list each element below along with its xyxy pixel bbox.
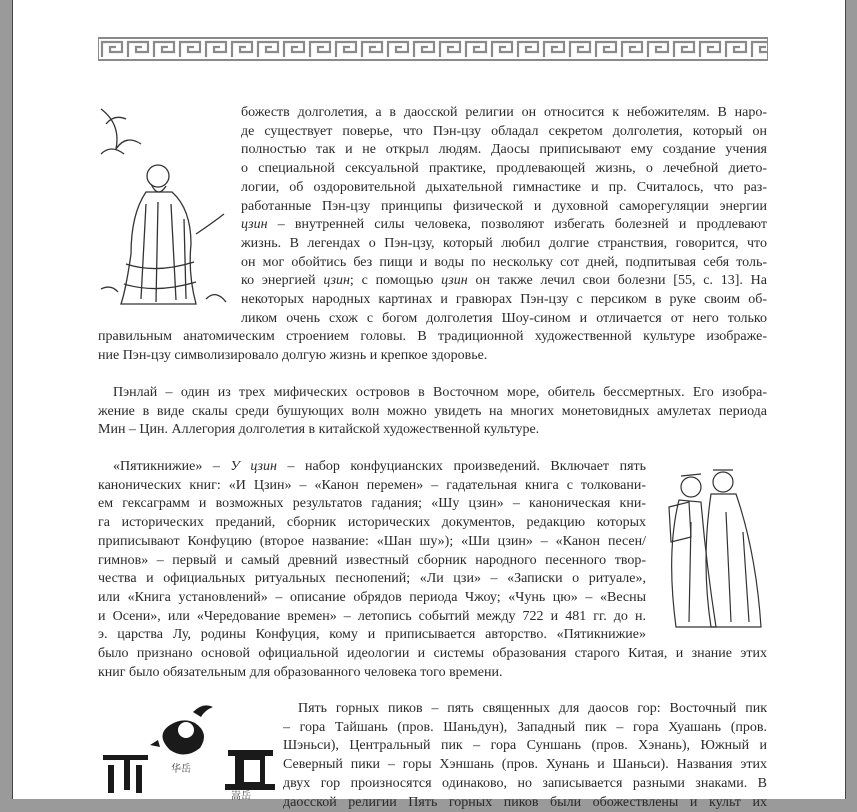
text-line: некоторых народных картинах и гравюрах Пэн-цзу с персиком в руке своим об- <box>241 292 767 307</box>
text-run: он также лечил свои болезни [55, с. 13]. На <box>467 273 767 289</box>
text-line: было признано основой официальной идеологии и системы образования старого Китая, и знание этих <box>98 646 767 661</box>
sacred-peaks-seals-illustration <box>98 700 283 799</box>
text-line: правильным анатомическим строением головы. В традиционной художественной культуре изображе- <box>98 329 767 345</box>
text-line: божеств долголетия, а в даосской религии он относится к небожителям. В наро- <box>241 105 767 120</box>
meander-border-ornament <box>98 37 768 61</box>
text-run: – набор конфуцианских произведений. Включает пять <box>276 459 646 474</box>
text-run: «Пятикнижие» – <box>113 459 231 474</box>
text-line: ликом очень схож с богом долголетия Шоу-сином и отличается от него только <box>241 310 767 326</box>
seal-caption-huayue: 华岳 <box>171 764 191 775</box>
text-line: или «Книга установлений» – описание обрядов периода Чжоу; «Чунь цю» – «Весны <box>98 589 646 605</box>
text-line: полностью так и не открыл людям. Даосы приписывают ему создание учения <box>241 142 767 158</box>
text-line: логии, об оздоровительной дыхательной гимнастике и пр. Считалось, что раз- <box>241 179 767 195</box>
text-line: двух гор произносятся одинаково, но записывается разными знаками. В <box>283 775 767 791</box>
text-line: Мин – Цин. Аллегория долголетия в китайской художественной культуре. <box>98 422 540 438</box>
text-line: Северный пики – горы Хэншань (пров. Хунань и Шаньси). Названия этих <box>283 757 767 773</box>
text-run: – внутренней силы человека, позволяют избегать болезней и продлевают <box>267 217 767 233</box>
text-line <box>241 271 767 290</box>
italic-term: цзин <box>323 273 350 289</box>
text-line: гимнов» – первый и самый древний известный сборник народного песенного твор- <box>98 552 646 568</box>
text-line: га исторических преданий, сборник исторических документов, редакцию которых <box>98 515 646 531</box>
text-line: Пять горных пиков – пять священных для даосов гор: Восточный пик <box>298 701 767 716</box>
text-run: ко энергией <box>241 273 324 289</box>
italic-term: цзин <box>241 217 268 233</box>
text-line: он мог обойтись без пищи и воды по нескольку сот дней, подпитывая себя толь- <box>241 254 767 270</box>
text-line: жение в виде скалы среди бушующих волн можно увидеть на многих монетовидных амулетах периода <box>98 403 767 419</box>
text-run: ; с помощью <box>349 273 442 289</box>
text-line: жизнь. В легендах о Пэн-цзу, который любил долгие странствия, говорится, что <box>241 235 767 251</box>
italic-term: цзин <box>441 273 468 289</box>
text-line: ем гексаграмм и возможных результатов гадания; «Шу цзин» – каноническая кни- <box>98 496 646 512</box>
text-line: и Осени», или «Чередование времен» – летопись событий между 722 и 481 гг. до н. <box>98 608 646 624</box>
text-line: приписывают Конфуцию (второе название: «Шан шу»); «Ши цзин» – «Канон песен/ <box>98 533 646 549</box>
text-line <box>241 215 767 234</box>
text-line <box>113 457 646 476</box>
text-line: Пэнлай – один из трех мифических островов в Восточном море, обитель бессмертных. Его изобра- <box>113 385 767 400</box>
peng-zu-illustration <box>96 104 231 316</box>
text-line: работанные Пэн-цзу принципы физической и духовной саморегуляции энергии <box>241 198 767 214</box>
text-line: о специальной сексуальной практике, продлевающей жизнь, о лечебной дието- <box>241 161 767 177</box>
text-line: ние Пэн-цзу символизировало долгую жизнь и крепкое здоровье. <box>98 348 488 364</box>
book-page <box>12 0 846 810</box>
text-line: даосской религии Пять горных пиков были обожествлены и культ их <box>283 794 767 810</box>
text-line: чества и официальных ритуальных песнопений; «Ли цзи» – «Записки о ритуале», <box>98 571 646 587</box>
italic-term: У цзин <box>230 459 277 474</box>
text-line: Шэньси), Центральный пик – гора Суншань (пров. Хэнань), Южный и <box>283 738 767 754</box>
confucian-scholars-illustration <box>661 462 769 632</box>
text-line: – гора Тайшань (пров. Шаньдун), Западный пик – гора Хуашань (пров. <box>283 719 767 735</box>
text-line: э. царства Лу, родины Конфуция, кому и приписывается авторство. «Пятикнижие» <box>98 627 646 643</box>
text-line: книг было обязательным для образованного человека того времени. <box>98 664 503 680</box>
seal-caption-songyue: 嵩岳 <box>231 791 251 802</box>
text-line: де существует поверье, что Пэн-цзу обладал секретом долголетия, который он <box>241 123 767 139</box>
text-line: канонических книг: «И Цзин» – «Канон перемен» – гадательная книга с толковани- <box>98 477 646 493</box>
